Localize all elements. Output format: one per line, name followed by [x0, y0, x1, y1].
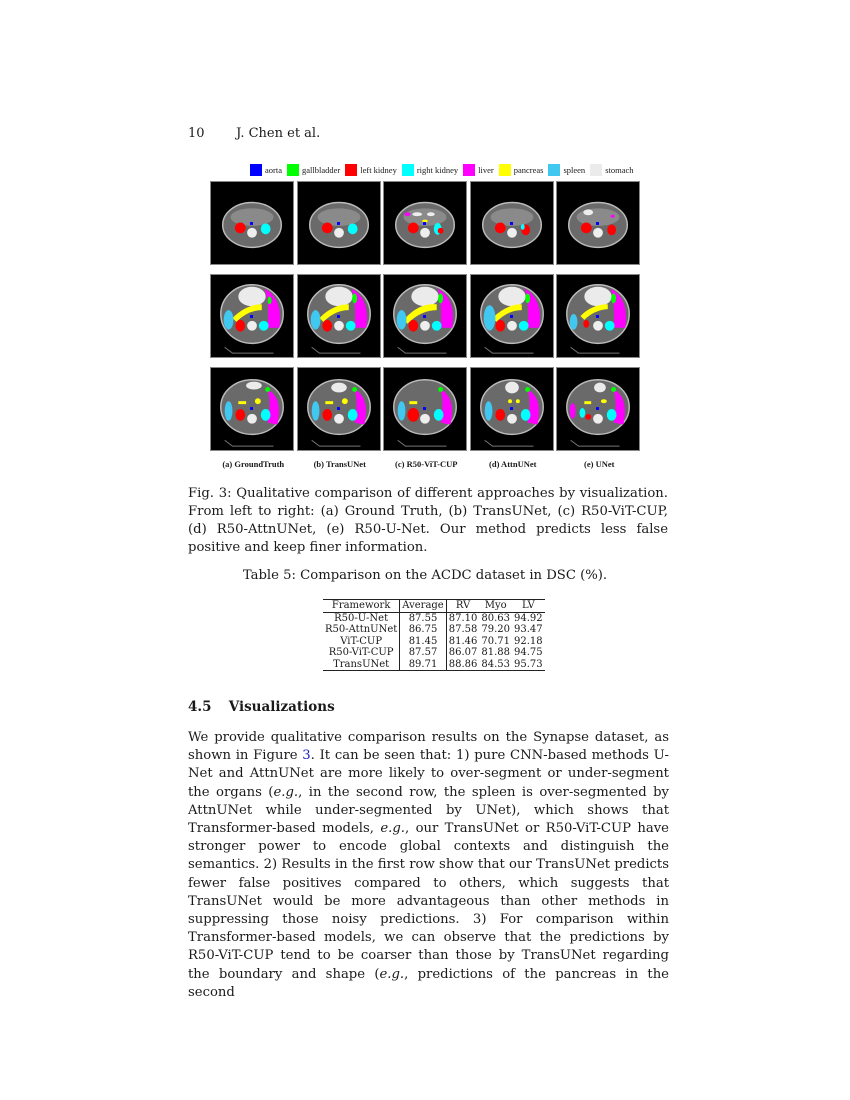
ct-panel-r1-attnunet: [470, 181, 554, 265]
ct-panel-r1-groundtruth: [210, 181, 294, 265]
legend-item-gallbladder: gallbladder: [287, 164, 340, 176]
legend-item-aorta: aorta: [250, 164, 282, 176]
col-framework: Framework: [323, 600, 400, 613]
sublabel-attnunet: (d) AttnUNet: [489, 459, 537, 469]
legend-item-liver: liver: [463, 164, 494, 176]
col-lv: LV: [512, 600, 545, 613]
ct-panel-r3-groundtruth: [210, 367, 294, 451]
table-row: R50-AttnUNet 86.75 87.58 79.20 93.47: [325, 624, 543, 635]
figure-3-link[interactable]: 3: [302, 748, 311, 764]
table-row: R50-ViT-CUP 87.57 86.07 81.88 94.75: [323, 647, 545, 659]
ct-panel-r1-transunet: [297, 181, 381, 265]
left-kidney-swatch: [345, 164, 357, 176]
col-myo: Myo: [479, 600, 512, 613]
legend-item-stomach: stomach: [590, 164, 633, 176]
ct-panel-r2-unet: [556, 274, 640, 358]
figure-sublabels: [210, 459, 643, 469]
spleen-swatch: [548, 164, 560, 176]
figure-caption: Fig. 3: Qualitative comparison of different approaches by visualization. From left to right: (a) Ground Truth, (b) TransUNet, (c) R50-ViT-CUP, (d) R50-AttnUNet, (e) R50-U-Net. Our method predicts less false positive and keep finer information.: [188, 486, 668, 555]
aorta-swatch: [250, 164, 262, 176]
section-title: Visualizations: [228, 699, 335, 715]
ct-panel-r1-unet: [556, 181, 640, 265]
pancreas-swatch: [499, 164, 511, 176]
legend-item-pancreas: pancreas: [499, 164, 544, 176]
legend-item-spleen: spleen: [548, 164, 585, 176]
legend-item-left-kidney: left kidney: [345, 164, 397, 176]
ct-panel-r2-groundtruth: [210, 274, 294, 358]
ct-panel-r3-unet: [556, 367, 640, 451]
sublabel-unet: (e) UNet: [584, 459, 615, 469]
running-title: J. Chen et al.: [236, 126, 321, 141]
ct-panel-r3-transunet: [297, 367, 381, 451]
acdc-results-table: [323, 599, 545, 671]
section-heading: [188, 699, 335, 715]
ct-panel-r1-r50-vit-cup: [383, 181, 467, 265]
sublabel-transunet: (b) TransUNet: [313, 459, 366, 469]
figure-legend: [250, 164, 639, 176]
right-kidney-swatch: [402, 164, 414, 176]
segmentation-figure-grid: [210, 181, 640, 451]
ct-panel-r2-r50-vit-cup: [383, 274, 467, 358]
table-row: TransUNet 89.71 88.86 84.53 95.73: [323, 659, 545, 671]
gallbladder-swatch: [287, 164, 299, 176]
running-header: [188, 126, 320, 141]
ct-panel-r2-transunet: [297, 274, 381, 358]
liver-swatch: [463, 164, 475, 176]
section-paragraph: We provide qualitative comparison results on the Synapse dataset, as shown in Figure 3. It can be seen that: 1) pure CNN-based methods U-Net and AttnUNet are more likely to over-segment or under-segment the organs (e.g., in the second row, the spleen is over-segmented by AttnUNet while under-segmented by UNet), which shows that Transformer-based models, e.g., our TransUNet or R50-ViT-CUP have stronger power to encode global contexts and distinguish the semantics. 2) Results in the first row show that our TransUNet predicts fewer false positives compared to others, which suggests that TransUNet would be more advantageous than other methods in suppressing those noisy predictions. 3) For comparison within Transformer-based models, we can observe that the predictions by R50-ViT-CUP tend to be coarser than those by TransUNet regarding the boundary and shape (e.g., predictions of the pancreas in the second: [188, 730, 669, 1000]
table-header-row: [323, 600, 545, 613]
section-number: 4.5: [188, 699, 212, 715]
ct-panel-r3-r50-vit-cup: [383, 367, 467, 451]
stomach-swatch: [590, 164, 602, 176]
table-caption: Table 5: Comparison on the ACDC dataset in DSC (%).: [242, 568, 608, 583]
ct-panel-r3-attnunet: [470, 367, 554, 451]
sublabel-groundtruth: (a) GroundTruth: [222, 459, 285, 469]
legend-item-right-kidney: right kidney: [402, 164, 458, 176]
table-row: R50-U-Net 87.55 87.10 80.63 94.92: [323, 612, 545, 624]
col-rv: RV: [446, 600, 479, 613]
col-average: Average: [400, 600, 446, 613]
sublabel-r50-vit-cup: (c) R50-ViT-CUP: [395, 459, 458, 469]
page-number: 10: [188, 126, 205, 141]
ct-panel-r2-attnunet: [470, 274, 554, 358]
table-row: ViT-CUP 81.45 81.46 70.71 92.18: [323, 636, 545, 648]
